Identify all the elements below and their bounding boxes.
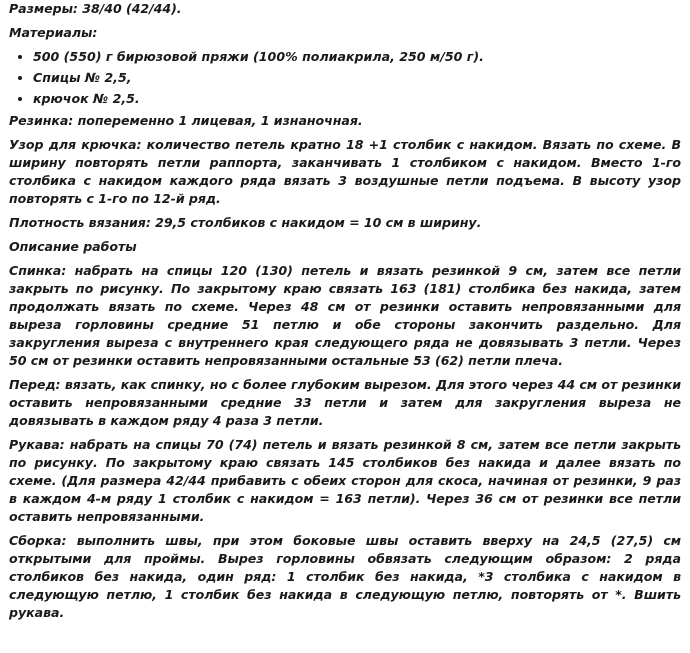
materials-item-hook: • крючок № 2,5.	[33, 90, 681, 108]
density-paragraph: Плотность вязания: 29,5 столбиков с накидом = 10 см в ширину.	[9, 215, 482, 230]
assembly-paragraph: Сборка: выполнить швы, при этом боковые швы оставить вверху на 24,5 (27,5) см открытыми для проймы. Вырез горловины обвязать следующим образом: 2 ряда столбиков без накида, один ряд: 1 столбик без накида, *3 столбика с накидом в следующую петлю, 1 столбик без накида в следующую петлю, повторять от *. Вшить рукава.	[9, 533, 681, 620]
materials-item-yarn: • 500 (550) г бирюзовой пряжи (100% полиакрила, 250 м/50 г).	[33, 48, 681, 66]
front-paragraph: Перед: вязать, как спинку, но с более глубоким вырезом. Для этого через 44 см от резинки оставить непровязанными средние 33 петли и затем для закругления выреза не довязывать в каждом ряду 4 раза 3 петли.	[9, 377, 681, 428]
sizes-paragraph: Размеры: 38/40 (42/44).	[9, 1, 182, 16]
materials-item-needles: • Спицы № 2,5,	[33, 69, 681, 87]
back-paragraph: Спинка: набрать на спицы 120 (130) петель и вязать резинкой 9 см, затем все петли закрыть по рисунку. По закрытому краю связать 163 (181) столбика без накида, затем продолжать вязать по схеме. Через 48 см от резинки оставить непровязанными для выреза горловины средние 51 петлю и обе стороны закончить раздельно. Для закругления выреза с внутреннего края следующего ряда не довязывать 3 петли. Через 50 см от резинки оставить непровязанными остальные 53 (62) петли плеча.	[9, 263, 681, 368]
pattern-paragraph: Узор для крючка: количество петель кратно 18 +1 столбик с накидом. Вязать по схеме. В ширину повторять петли раппорта, заканчивать 1 столбиком с накидом. Вместо 1-го столбика с накидом каждого ряда вязать 3 воздушные петли подъема. В высоту узор повторять с 1-го по 12-й ряд.	[9, 137, 681, 206]
materials-list	[9, 48, 681, 108]
materials-heading: Материалы:	[9, 25, 98, 40]
sleeves-paragraph: Рукава: набрать на спицы 70 (74) петель и вязать резинкой 8 см, затем все петли закрыть по рисунку. По закрытому краю связать 145 столбиков без накида и далее вязать по схеме. (Для размера 42/44 прибавить с обеих сторон для скоса, начиная от резинки, 9 раз в каждом 4-м ряду 1 столбик с накидом = 163 петли). Через 36 см от резинки все петли оставить непровязанными.	[9, 437, 681, 524]
description-heading: Описание работы	[9, 239, 137, 254]
rib-paragraph: Резинка: попеременно 1 лицевая, 1 изнаночная.	[9, 113, 363, 128]
